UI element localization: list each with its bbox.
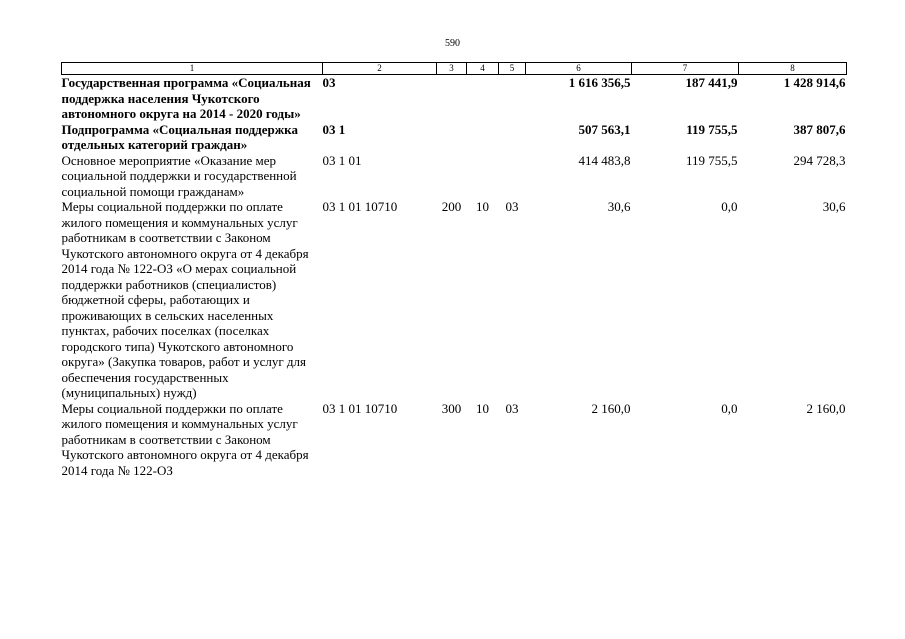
- row-name: Меры социальной поддержки по оплате жилого помещения и коммунальных услуг работникам в соответствии с Законом Чукотского автономного округа от 4 декабря 2014 года № 122-ОЗ: [61, 400, 309, 478]
- row-value-8: 30,6: [822, 199, 846, 214]
- row-code: 03 1: [322, 121, 346, 137]
- row-value-6: 507 563,1: [578, 121, 631, 137]
- row-value-8: 2 160,0: [806, 400, 846, 416]
- row-value-8: 1 428 914,6: [783, 75, 846, 90]
- row-code: 03 1 01 10710: [322, 199, 398, 214]
- row-col-3: [437, 153, 467, 200]
- header-col-8: 8: [739, 63, 847, 75]
- row-name: Меры социальной поддержки по оплате жилого помещения и коммунальных услуг работникам в соответствии с Законом Чукотского автономного округа от 4 декабря 2014 года № 122-ОЗ «О мерах социальной поддержки работников (специалистов) бюджетной сферы, работающих и проживающих в сельских населенных пунктах, рабочих поселках (поселках городского типа) Чукотского автономного округа» (Закупка товаров, работ и услуг для обеспечения государственных (муниципальных) нужд): [61, 199, 309, 400]
- table-row-measure-300: [62, 401, 847, 479]
- header-row: [62, 63, 847, 75]
- table-row-subprogram: [62, 122, 847, 153]
- header-col-7: 7: [632, 63, 739, 75]
- row-col-4: 10: [476, 199, 489, 214]
- header-col-5: 5: [499, 63, 526, 75]
- row-col-5: [499, 75, 526, 122]
- row-col-3: [437, 75, 467, 122]
- row-value-7: 187 441,9: [685, 75, 738, 90]
- header-col-2: 2: [323, 63, 437, 75]
- table-row-main-activity: [62, 153, 847, 200]
- row-name: Подпрограмма «Социальная поддержка отдельных категорий граждан»: [61, 121, 298, 152]
- row-col-5: [499, 153, 526, 200]
- header-col-1: 1: [62, 63, 323, 75]
- row-value-6: 1 616 356,5: [568, 75, 631, 90]
- row-value-7: 119 755,5: [686, 121, 738, 137]
- header-col-3: 3: [437, 63, 467, 75]
- row-value-6: 2 160,0: [591, 400, 631, 416]
- row-col-4: 10: [476, 400, 489, 416]
- row-col-5: 03: [505, 400, 519, 416]
- row-value-6: 30,6: [607, 199, 631, 214]
- row-name: Основное мероприятие «Оказание мер социальной поддержки и государственной социальной помощи гражданам»: [61, 152, 297, 199]
- row-col-5: 03: [505, 199, 519, 214]
- row-value-7: 119 755,5: [685, 152, 738, 168]
- row-value-8: 387 807,6: [793, 121, 846, 137]
- row-col-5: [499, 122, 526, 153]
- budget-table: [61, 62, 847, 478]
- header-col-4: 4: [467, 63, 499, 75]
- row-col-4: [467, 122, 499, 153]
- page-number: 590: [445, 38, 460, 49]
- row-code: 03 1 01 10710: [322, 400, 398, 416]
- row-name: Государственная программа «Социальная поддержка населения Чукотского автономного округа на 2014 - 2020 годы»: [61, 75, 311, 121]
- table-row-measure-200: [62, 199, 847, 401]
- row-value-6: 414 483,8: [578, 152, 631, 168]
- row-col-3: 200: [441, 199, 462, 214]
- row-col-4: [467, 153, 499, 200]
- row-value-7: 0,0: [721, 400, 738, 416]
- header-col-6: 6: [526, 63, 632, 75]
- row-value-7: 0,0: [721, 199, 738, 214]
- row-value-8: 294 728,3: [793, 152, 846, 168]
- row-col-4: [467, 75, 499, 122]
- table-body: [62, 75, 847, 479]
- table-row-program: [62, 75, 847, 122]
- row-code: 03 1 01: [322, 152, 362, 168]
- row-code: 03: [322, 75, 336, 90]
- row-col-3: [437, 122, 467, 153]
- row-col-3: 300: [441, 400, 462, 416]
- table-header: [62, 63, 847, 75]
